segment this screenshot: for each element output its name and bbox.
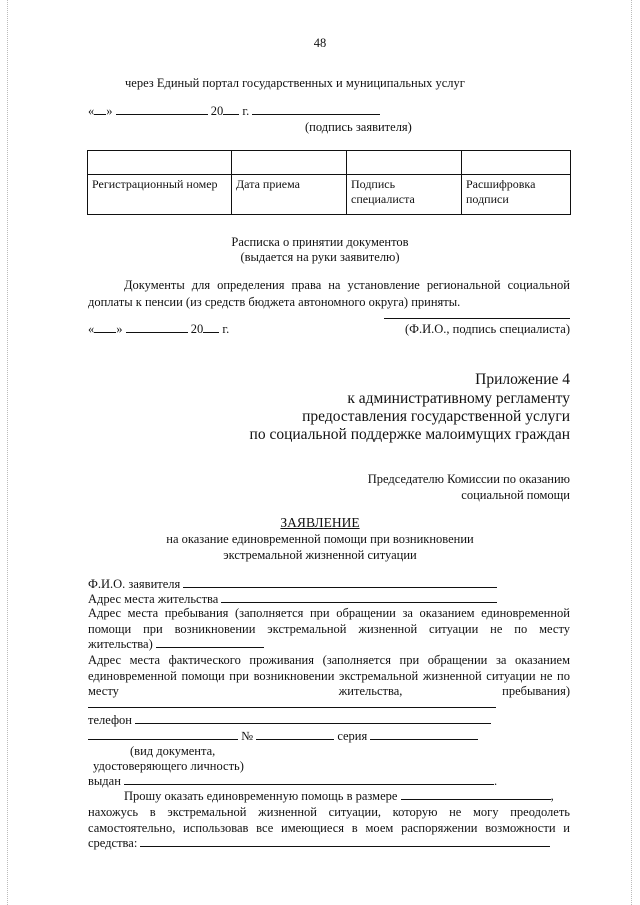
number-sign: № <box>241 729 254 743</box>
request-text: Прошу оказать единовременную помощь в размере <box>124 789 398 803</box>
table-header-specialist-sign: Подпись специалиста <box>347 175 462 215</box>
application-subtitle-2: экстремальной жизненной ситуации <box>223 548 417 562</box>
actual-address-last-row <box>88 684 570 699</box>
means-field[interactable] <box>140 846 550 847</box>
year-prefix: 20 <box>210 104 224 118</box>
comma: , <box>550 789 554 803</box>
table-cell[interactable] <box>462 151 571 175</box>
registration-table <box>87 150 571 215</box>
page-number: 48 <box>313 36 327 50</box>
table-cell[interactable] <box>232 151 347 175</box>
application-subtitle-1: на оказание единовременной помощи при возникновении <box>166 532 474 546</box>
stay-address-text: Адрес места пребывания (заполняется при обращении за оказанием единовременной помощи при возникновении экстремальной жизненной ситуации не по месту <box>88 606 570 636</box>
document-number-field[interactable] <box>256 739 334 740</box>
means-label: средства: <box>88 836 138 850</box>
issued-label: выдан <box>88 774 121 788</box>
address-label: Адрес места жительства <box>88 592 219 606</box>
actual-word-1: месту <box>88 684 119 698</box>
address-row <box>88 592 497 607</box>
issued-field[interactable] <box>124 784 494 785</box>
application-date-line <box>88 104 380 119</box>
year-prefix: 20 <box>190 322 204 336</box>
table-header-sign-decode: Расшифровка подписи <box>462 175 571 215</box>
addressee-line-2: социальной помощи <box>461 488 570 502</box>
fio-row <box>88 577 497 592</box>
addressee-line-1: Председателю Комиссии по оказанию <box>367 472 570 486</box>
doc-type-caption-1: (вид документа, <box>130 744 216 758</box>
phone-field[interactable] <box>135 723 491 724</box>
specialist-sign-caption: (Ф.И.О., подпись специалиста) <box>404 322 570 336</box>
close-quote: » <box>116 322 123 336</box>
appendix-line-2: к административному регламенту <box>347 390 570 407</box>
fio-label: Ф.И.О. заявителя <box>88 577 181 591</box>
amount-field[interactable] <box>401 799 551 800</box>
receipt-date-line <box>88 322 229 337</box>
year-suffix: г. <box>242 104 250 118</box>
address-field[interactable] <box>221 602 497 603</box>
series-label: серия <box>337 729 368 743</box>
left-scan-edge <box>7 0 9 905</box>
open-quote: « <box>88 104 95 118</box>
stay-address-field[interactable] <box>156 647 264 648</box>
request-continuation: нахожусь в экстремальной жизненной ситуации, которую не могу преодолеть самостоятельно, использовав все имеющиеся в моем распоряжении возможности и <box>88 805 570 835</box>
issued-row: выдан . <box>88 774 498 788</box>
applicant-signature-caption: (подпись заявителя) <box>305 120 412 134</box>
appendix-line-4: по социальной поддержке малоимущих граждан <box>249 426 570 443</box>
receipt-text: Документы для определения права на установление региональной социальной доплаты к пенсии (из средств бюджета автономного округа) приняты. <box>88 278 570 309</box>
year-suffix: г. <box>222 322 230 336</box>
document-type-field[interactable] <box>88 739 238 740</box>
document-row <box>88 729 478 744</box>
portal-line: через Единый портал государственных и муниципальных услуг <box>125 76 465 90</box>
right-scan-edge <box>631 0 633 905</box>
request-row <box>124 789 554 804</box>
open-quote: « <box>88 322 95 336</box>
phone-row <box>88 713 491 728</box>
table-cell[interactable] <box>88 151 232 175</box>
stay-address-last: жительства) <box>88 637 153 651</box>
actual-word-2: жительства, <box>338 684 403 698</box>
actual-address-text: Адрес места фактического проживания (заполняется при обращении за оказанием единовременной помощи при возникновении экстремальной жизненной ситуации не по <box>88 653 570 683</box>
close-quote: » <box>106 104 113 118</box>
actual-address-field[interactable] <box>88 707 496 708</box>
specialist-sign-line <box>384 318 570 319</box>
table-header-date: Дата приема <box>232 175 347 215</box>
receipt-subtitle: (выдается на руки заявителю) <box>240 250 400 264</box>
application-title: ЗАЯВЛЕНИЕ <box>280 515 360 530</box>
table-header-reg-number: Регистрационный номер <box>88 175 232 215</box>
appendix-line-3: предоставления государственной услуги <box>302 408 570 425</box>
actual-word-3: пребывания) <box>502 684 570 698</box>
phone-label: телефон <box>88 713 132 727</box>
receipt-title: Расписка о принятии документов <box>231 235 409 249</box>
table-cell[interactable] <box>347 151 462 175</box>
means-row <box>88 836 550 851</box>
appendix-line-1: Приложение 4 <box>475 371 570 388</box>
stay-address-last-row <box>88 637 264 652</box>
fio-field[interactable] <box>183 587 497 588</box>
doc-type-caption-2: удостоверяющего личность) <box>93 759 244 773</box>
document-series-field[interactable] <box>370 739 478 740</box>
